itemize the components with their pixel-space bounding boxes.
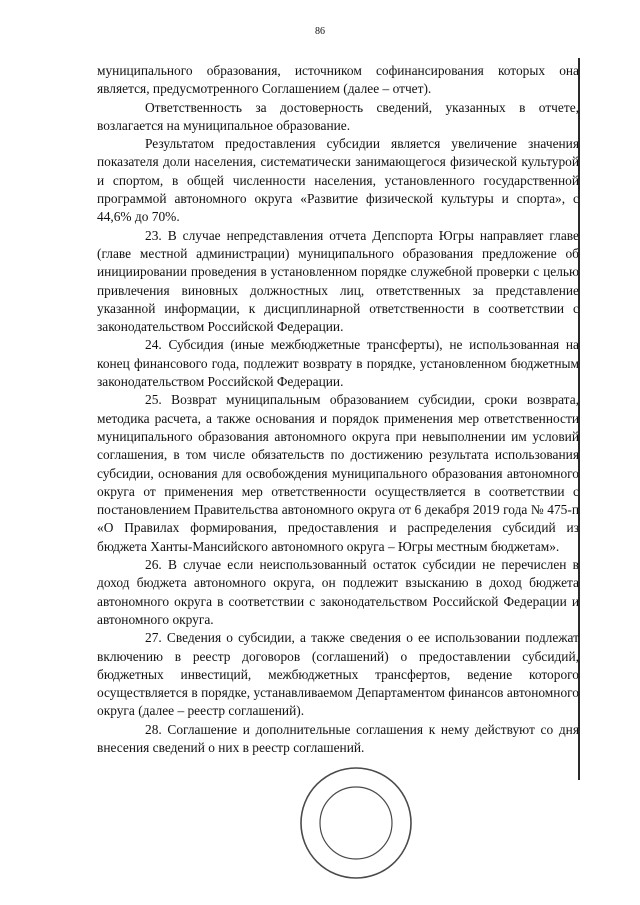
paragraph-25: 25. Возврат муниципальным образованием субсидии, сроки возврата, методика расчета, а также основания и порядок применения мер ответственности муниципального образования автономного округа при невыполнении им условий соглашения, в том числе обязательств по достижению результата использования субсидии, основания для освобождения муниципального образования автономного округа от применения мер ответственности осуществляется в соответствии с постановлением Правительства автономного округа от 6 декабря 2019 года № 475-п «О Правилах формирования, предоставления и распределения субсидий из бюджета Ханты-Мансийского автономного округа – Югры местным бюджетам». [97,392,579,554]
paragraph-2: Ответственность за достоверность сведений, указанных в отчете, возлагается на муниципальное образование. [97,99,579,133]
paragraph-3: Результатом предоставления субсидии является увеличение значения показателя доли населения, систематически занимающегося физической культурой и спортом, в общей численности населения, установленного государственной программой автономного округа «Развитие физической культуры и спорта», с 44,6% до 70%. [97,136,579,225]
official-stamp [298,765,414,881]
paragraph-26: 26. В случае если неиспользованный остаток субсидии не перечислен в доход бюджета автономного округа, он подлежит взысканию в доход бюджета автономного округа в соответствии с законодательством Российской Федерации и автономного округа. [97,557,579,627]
paragraph-24: 24. Субсидия (иные межбюджетные трансферты), не использованная на конец финансового года, подлежит возврату в порядке, установленном бюджетным законодательством Российской Федерации. [97,337,579,390]
paragraph-23: 23. В случае непредставления отчета Депспорта Югры направляет главе (главе местной администрации) муниципального образования предложение об инициировании проведения в установленном порядке служебной проверки с целью привлечения виновных должностных лиц, ответственных за представление указанной информации, к дисциплинарной ответственности в соответствии с законодательством Российской Федерации. [97,227,579,335]
paragraph-28: 28. Соглашение и дополнительные соглашения к нему действуют со дня внесения сведений о них в реестр соглашений. [97,721,579,755]
document-body [97,62,579,757]
page-number: 86 [315,26,325,37]
paragraph-1: муниципального образования, источником софинансирования которых она является, предусмотренного Соглашением (далее – отчет). [97,63,579,97]
paragraph-27: 27. Сведения о субсидии, а также сведения о ее использовании подлежат включению в реестр договоров (соглашений) о предоставлении субсидий, бюджетных инвестиций, межбюджетных трансфертов, ведение которого осуществляется в порядке, устанавливаемом Департаментом финансов автономного округа (далее – реестр соглашений). [97,630,579,719]
